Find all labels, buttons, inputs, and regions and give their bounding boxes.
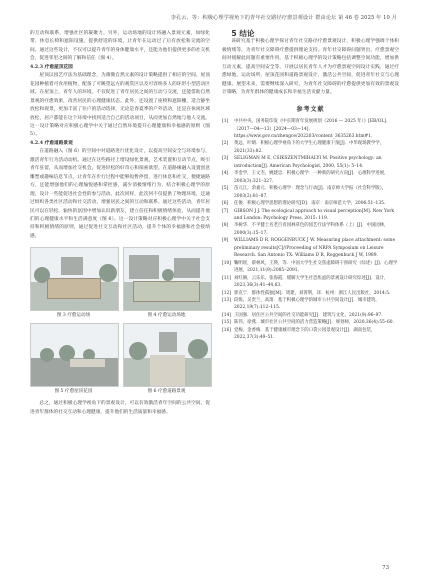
reference-text: 陈伟，徐燕．城市社区公共空间的活力营造策略[J]．规划师，2020,36(4):55–60.: [234, 320, 394, 326]
reference-text: 苗元江，余嘉元．积极心理学：理念与行动[J]．南京师大学报（社会科学版），2003(2):81–87.: [234, 186, 387, 199]
reference-number: [9]: [222, 238, 229, 244]
reference-number: [3]: [222, 156, 229, 162]
reference-item: [222, 200, 399, 207]
figure-6: [123, 323, 210, 396]
reference-text: 刘红赫，云乐乐，张海霞．缓解大学生社恐焦虑的景观设计研究综述[J]．设计，2023,36(3):41–44,63.: [234, 275, 389, 289]
subheading-4-2-3: 4.2.3 疗愈屋顶花园: [30, 64, 73, 70]
reference-item: [222, 140, 399, 155]
reference-number: [1]: [222, 119, 229, 125]
reference-number: [7]: [222, 208, 229, 214]
section-title-conclusion: 5 结论: [231, 29, 255, 38]
reference-number: [2]: [222, 141, 229, 147]
reference-number: [5]: [222, 186, 229, 192]
left-column: [30, 30, 210, 417]
reference-item: [222, 222, 399, 237]
reference-text: 李树华．不平健土名老百青园林草色的园艺疗法学科体系（上）[J]．中国园林，2000(3):15–17.: [234, 223, 389, 236]
page-number: 73: [382, 565, 389, 571]
figure-5-caption: 图 5 疗愈屋顶花园: [54, 389, 93, 395]
reference-item: [222, 155, 399, 170]
closing-paragraph: 总之，通过积极心理学视角下的景观设计，可以有效激活青年空间的公共空间，促进青年群体的社交互动和心理健康，提升他们的生活质量和幸福感。: [30, 401, 210, 415]
figure-grid: [30, 247, 210, 396]
running-header: 李孔云，等：积极心理学视角下的青年社交路径疗愈景观设计 群由论坛 第 46 卷 2025 年 10 月: [170, 15, 397, 21]
reference-text: 李金学，王文杰，姚建忠．积极心理学：一种新的研究方向[J]．心理科学进展，2003(3):321–327.: [234, 171, 389, 184]
reference-text: 党梅，金香梅．基于健康城市理念下的口袋公园景观设计[J]．湖南包装，2022,37(3):49–51.: [234, 327, 376, 341]
reference-text: 段炼，吴贵兰，高琦．基于积极心理学的城市公共空间设计[J]．城市建筑，2022,19(7):112–115.: [234, 297, 380, 311]
subheading-4-2-4: 4.2.4 疗愈道路景观: [30, 140, 73, 146]
reference-number: [8]: [222, 223, 229, 229]
figure-5-image: [30, 323, 119, 387]
reference-text: SELIGMAN M E, CSIKSZENTMIHALYI M. Positive psychology: an introduction[J]. American Psychologist, 2000, 55(1): 5–14.: [234, 156, 382, 169]
reference-number: [14]: [222, 312, 232, 318]
figure-4-caption: 图 4 疗愈运动场地: [147, 313, 186, 319]
body-paragraph: 屋顶以园艺疗法为基础理念，为薄微自然元素的设计策略提供了相应的空间。屋顶花园种植着可食用植物，配备了可眺望远方的观赏区以及可容纳多人的环形小型活动区域。在屋顶上，青年人的环境，不仅促进了青年居民之间的互动与交流，还能借助自然景观的疗愈效果，改善居民的心理健康状态。此外，还设置了座椅和遮阳棚，适合静坐放松和观景，更加丰富了住户的活动选择，无论是春夏季的户外活动，还是在休闲区域放松，居户都能在这个环境中找到适合自己的活动项目，从而更加自然地与他人交流。这一设计策略对应积极心理学中关于通过自然环境提升心理健康和幸福感的原则（图 5）。: [30, 73, 210, 138]
reference-item: [222, 260, 399, 275]
reference-item: [222, 312, 399, 319]
figure-3-image: [30, 247, 119, 311]
reference-number: [6]: [222, 201, 229, 207]
reference-text: 王国强．居住区公共空间的社交功能研究[J]．建筑与文化，2021(9):96–97.: [234, 312, 383, 318]
reference-item: [222, 170, 399, 185]
reference-text: 郭克宁．群体性孤独[M]．周建，刘菁荆，译．杭州：浙江人民出版社，2014:5.: [234, 290, 391, 296]
figure-6-caption: 图 6 疗愈道路景观: [147, 389, 186, 395]
reference-item: [222, 275, 399, 290]
reference-item: [222, 208, 399, 223]
right-column: [222, 30, 399, 342]
figure-3: [30, 247, 117, 320]
figure-5: [30, 323, 117, 396]
figure-6-image: [123, 323, 212, 387]
reference-number: [15]: [222, 320, 232, 326]
reference-item: [222, 290, 399, 297]
reference-text: GIBSON J J. The ecological approach to visual perception[M]. New York and London: Psychology Press, 2015: 119.: [234, 208, 394, 221]
reference-text: 中共中央，国务院印发《中长期青年发展规划（2016 — 2025 年）》[EB/OL]．（2017—04—13）[2024—03—14]．https://www.gov.cn/zhengce/202203/content_3635263.htm#1.: [234, 119, 391, 139]
reference-item: [222, 297, 399, 312]
body-paragraph: 的互动和联系，增强社区的凝聚力。另外，运动场地的设计将融入景观元素，如绿化带、休息长椅和遮阳设施，提供舒适的环境，让青年在运动过了后有放松和交流的空间。通过这些设计，不仅可以提升青年的身体健康水平，还能为他们提供更多的社交机会，促进邻里之间的了解和信任（图 4）。: [30, 31, 210, 62]
reference-text: 黄远，叶晴．积极心理学视角下的大学生心理健康干预[J]．中华现场教学学，2021(33):82.: [234, 141, 385, 154]
reference-item: [222, 185, 399, 200]
reference-item: [222, 118, 399, 140]
reference-text: 任俊．积极心理学思想的理论研究[D]．南京：南京师范大学，2006:51–135.: [234, 201, 386, 207]
reference-item: [222, 237, 399, 259]
reference-number: [10]: [222, 260, 232, 266]
reference-item: [222, 327, 399, 342]
reference-number: [13]: [222, 297, 232, 303]
reference-number: [4]: [222, 171, 229, 177]
figure-3-caption: 图 3 疗愈运动场: [56, 313, 91, 319]
figure-4-image: [123, 247, 212, 311]
reference-list: [222, 118, 399, 342]
reference-text: WILLIAMS D R, ROGGENBUCK J W. Measuring place attachment: some preliminary results[C]//Proceeding of NRPA Symposium on Leisure Research. San Antonio TX: Williams D R, Roggenbuck J W, 1989.: [234, 238, 396, 259]
conclusion-paragraph: 该研究基于积极心理学探讨青年社交路径疗愈景观设计，积极心理学强调个体积极情绪等，为青年社交障碍疗愈提供理论支持。青年社交障碍问题突出，疗愈景观空间对缓解此问题有重要作用。基于积极心理学的设计策略包括调整空间功能，增加供互动元素，提高空间安全等，开展以居民青年人才为疗愈景观空间设计实践，通过疗愈绿地、运动场所、屋顶花园和道路景观设计，激活公共空间，促进青年社交与心理健康。展望未来，需要继续深入研究，为青年社交障碍的疗愈提供更加有效的景观设计策略，为青年群体的健康成长和幸福生活贡献力量。: [222, 39, 399, 96]
reference-number: [16]: [222, 327, 232, 333]
reference-number: [12]: [222, 290, 232, 296]
reference-text: 鞠明瑶，蔡林风，王瑛，等．中国大学生社交焦虑障碍干预研究（综述）[J]．心理学进展，2021,11(9):2085–2091.: [234, 260, 398, 274]
reference-item: [222, 319, 399, 326]
figure-4: [123, 247, 210, 320]
body-paragraph: 在道路融入（图 6）的空间中对道路进行优化设计，以提高空间安全与环境参与，激活青年行为活动动机。通过在这些路径上增设绿化景观，艺术装置和互动节点，吸引青年驻留，从而增加社交机会，促进轻松的好奇心和探索欲望。在道路缘融入设置创意雕塑或趣味信息节点，让青年在步行过程中能够短暂停留，进行休息和社交，便捷通路方，还能增强他们的心理愉悦感和掌控感，减少消极情绪行为，结合积极心理学的原理，设计一些能促进社会性的参与活动。此次同样，此次何不仅提供了物理环境，还通过组织各类社区活动和社交活动，增强居民之间的互动和联系。通过这些活动，青年居民可以在轻松、愉快的氛围中增加认识新朋友，建立信任和积极情绪体验，从而提升他们的心理健康水平和生活满意度（图 6）。这一设计策略对应积极心理学中关于社会支持和积极情绪的原则，通过促进社交互动和社区活动，提升个体的幸福感和社会接纳感。: [30, 149, 210, 239]
references-heading: 参考文献: [296, 105, 325, 113]
reference-number: [11]: [222, 275, 232, 281]
